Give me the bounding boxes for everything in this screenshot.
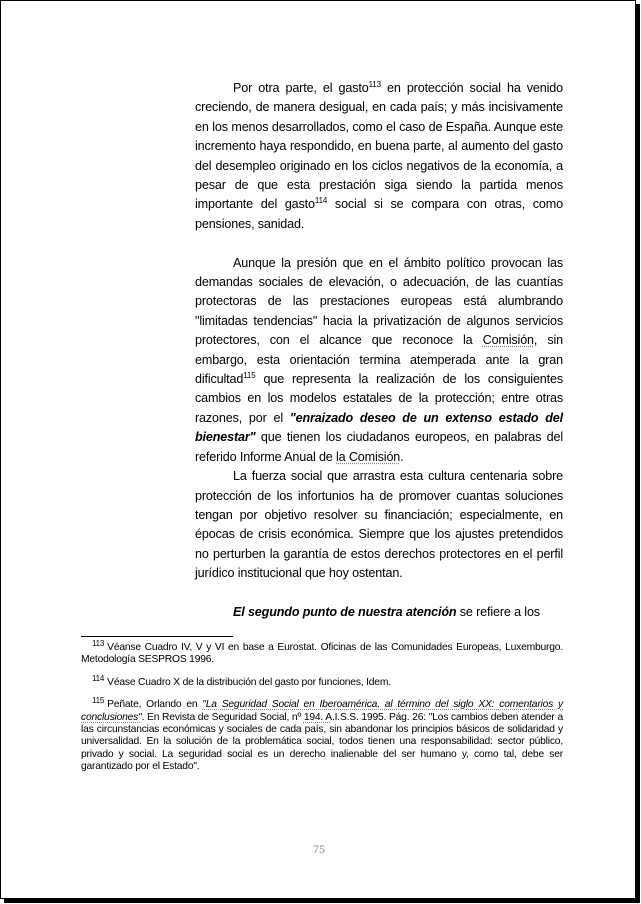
- paragraph-2-text-e: .: [400, 449, 404, 464]
- paragraph-1: [195, 79, 563, 234]
- paragraph-2-text-a: Aunque la presión que en el ámbito político provocan las demandas sociales de elevación, o adecuación, de las cuantías protectoras de las prestaciones europeas está alumbrando "limitadas tendencias" hacia la privatización de algunos servicios protectores, con el alcance que reconoce la: [195, 255, 563, 348]
- footnote-text: Véase Cuadro X de la distribución del gasto por funciones, Idem.: [107, 676, 391, 688]
- la-comision-link[interactable]: la Comisión: [336, 449, 401, 464]
- footnote-ref-115[interactable]: 115: [243, 371, 256, 381]
- footnote-number: 115: [92, 696, 105, 706]
- emphasis-quote: "enraizado deseo de un extenso estado del bienestar": [195, 410, 563, 445]
- issue-number-link[interactable]: 194. A: [303, 711, 332, 723]
- paragraph-2-text-d: que tienen los ciudadanos europeos, en palabras del referido Informe Anual de: [195, 430, 563, 464]
- footnote-ref-114[interactable]: 114: [314, 196, 328, 206]
- footnote-separator: [81, 636, 233, 637]
- body-text: [195, 79, 563, 622]
- paragraph-gap: [195, 234, 563, 253]
- paragraph-4: [195, 603, 563, 622]
- footnote-113: [81, 639, 563, 667]
- footnote-text: .I.S.S. 1995. Pág. 26: "Los cambios deben atender a las circunstancias económicas y sociales de cada país, sin abandonar los principios básicos de solidaridad y universalidad. En la solución de la problemática social, todos tienen una responsabilidad: sector público, privado y social. La seguridad social es un derecho inalienable del ser humano y, como tal, debe ser garantizado por el Estado".: [81, 711, 563, 773]
- paragraph-1-text-b: en protección social ha venido creciendo, de manera desigual, en cada país; y más incisivamente en los menos desarrollados, como el caso de España. Aunque este incremento haya respondido, en buena parte, al aumento del gasto del desempleo originado en los ciclos negativos de la economía, a pesar de que esta prestación siga siendo la partida menos importante del gasto: [195, 81, 563, 212]
- paragraph-2-text-c: que representa la realización de los consiguientes cambios en los modelos estatales de la protección; entre otras razones, por el: [195, 372, 563, 425]
- footnote-text: Véanse Cuadro IV, V y VI en base a Eurostat. Oficinas de las Comunidades Europeas, Luxemburgo. Metodología SESPROS 1996.: [81, 642, 563, 666]
- footnote-ref-113[interactable]: 113: [368, 80, 381, 89]
- footnote-number: 113: [92, 639, 105, 648]
- paragraph-1-text-c: social si se compara con otras, como pensiones, sanidad.: [195, 197, 563, 231]
- footnote-114: [81, 673, 563, 689]
- paragraph-2-text-b: , sin embargo, esta orientación termina atemperada ante la gran dificultad: [195, 333, 563, 387]
- footnote-text: . En Revista de Seguridad Social, nº: [141, 711, 304, 723]
- page-number: 75: [313, 842, 325, 856]
- paragraph-2: [195, 254, 563, 467]
- footnote-text: Peñate, Orlando en: [107, 699, 203, 711]
- paragraph-3: La fuerza social que arrastra esta cultura centenaria sobre protección de los infortunios ha de promover cuantas soluciones tengan por objetivo resolver su financiación; especialmente, en épocas de crisis económica. Siempre que los ajustes pretendidos no perturben la garantía de estos derechos protectores en el perfil jurídico institucional que hoy ostentan.: [195, 469, 563, 581]
- comision-link[interactable]: Comisión: [482, 333, 534, 348]
- footnote-115: [81, 696, 563, 773]
- paragraph-4-text: se refiere a los: [456, 604, 540, 619]
- cited-title-link[interactable]: "La Seguridad Social en Iberoamérica, al término del siglo XX: comentarios y conclusiones": [81, 699, 563, 723]
- footnotes: [81, 639, 563, 784]
- paragraph-1-text-a: Por otra parte, el gasto: [233, 81, 369, 95]
- section-lead-emphasis: El segundo punto de nuestra atención: [233, 604, 457, 619]
- footnote-number: 114: [92, 673, 105, 683]
- paragraph-gap: [195, 584, 563, 603]
